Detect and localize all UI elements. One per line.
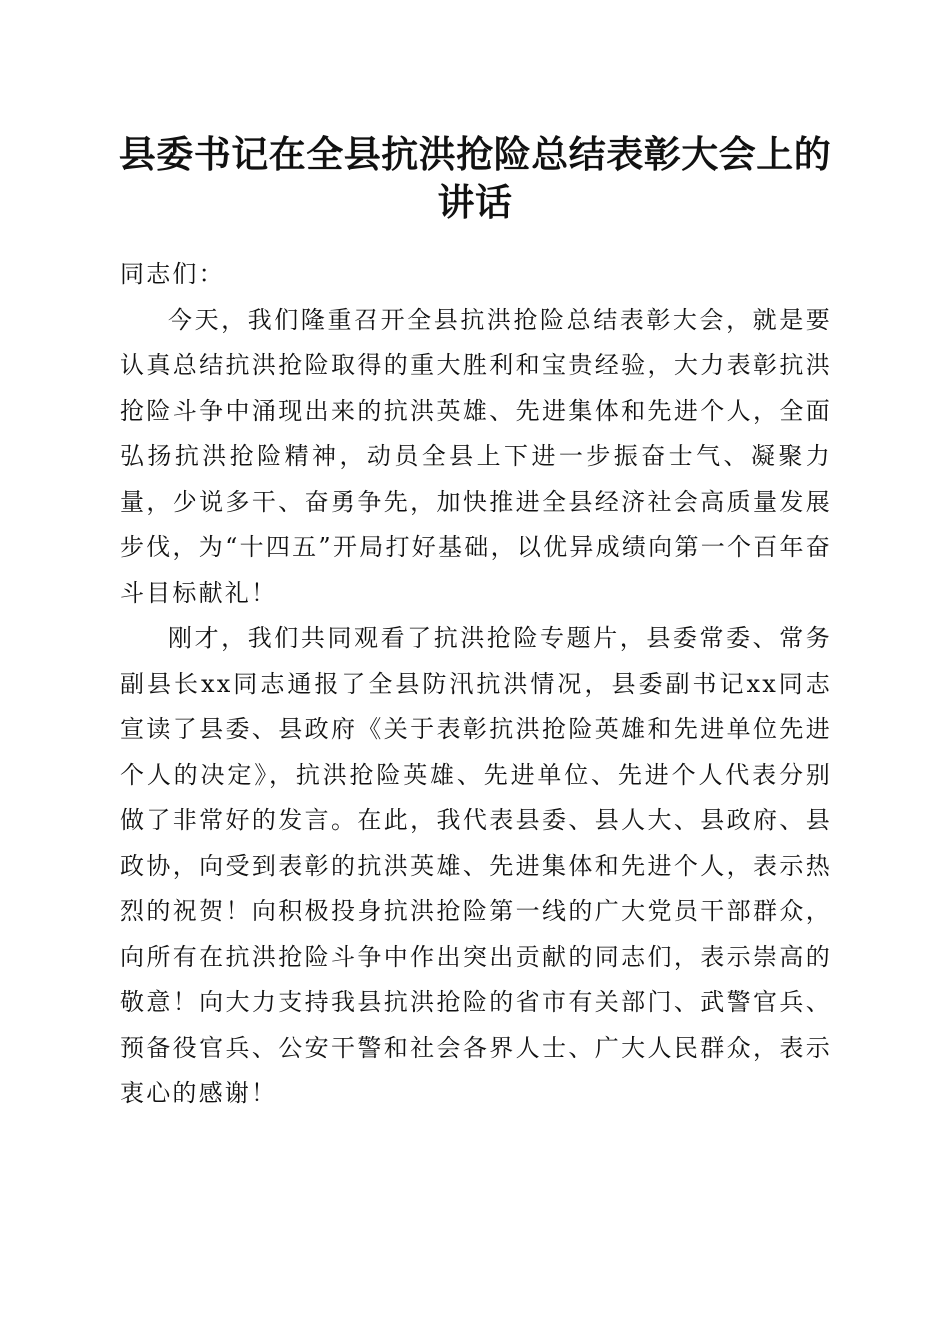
document-title: 县委书记在全县抗洪抢险总结表彰大会上的讲话	[118, 132, 832, 224]
paragraph: 刚才，我们共同观看了抗洪抢险专题片，县委常委、常务副县长xx同志通报了全县防汛抗洪情况，县委副书记xx同志宣读了县委、县政府《关于表彰抗洪抢险英雄和先进单位先进个人的决定》，抗洪抢险英雄、先进单位、先进个人代表分别做了非常好的发言。在此，我代表县委、县人大、县政府、县政协，向受到表彰的抗洪英雄、先进集体和先进个人，表示热烈的祝贺！向积极投身抗洪抢险第一线的广大党员干部群众，向所有在抗洪抢险斗争中作出突出贡献的同志们，表示崇高的敬意！向大力支持我县抗洪抢险的省市有关部门、武警官兵、预备役官兵、公安干警和社会各界人士、广大人民群众，表示衷心的感谢！	[120, 624, 832, 1107]
paragraph: 今天，我们隆重召开全县抗洪抢险总结表彰大会，就是要认真总结抗洪抢险取得的重大胜利和宝贵经验，大力表彰抗洪抢险斗争中涌现出来的抗洪英雄、先进集体和先进个人，全面弘扬抗洪抢险精神，动员全县上下进一步振奋士气、凝聚力量，少说多干、奋勇争先，加快推进全县经济社会高质量发展步伐，为“十四五”开局打好基础，以优异成绩向第一个百年奋斗目标献礼！	[120, 305, 832, 607]
document-body	[120, 252, 832, 1117]
salutation: 同志们：	[120, 260, 225, 288]
